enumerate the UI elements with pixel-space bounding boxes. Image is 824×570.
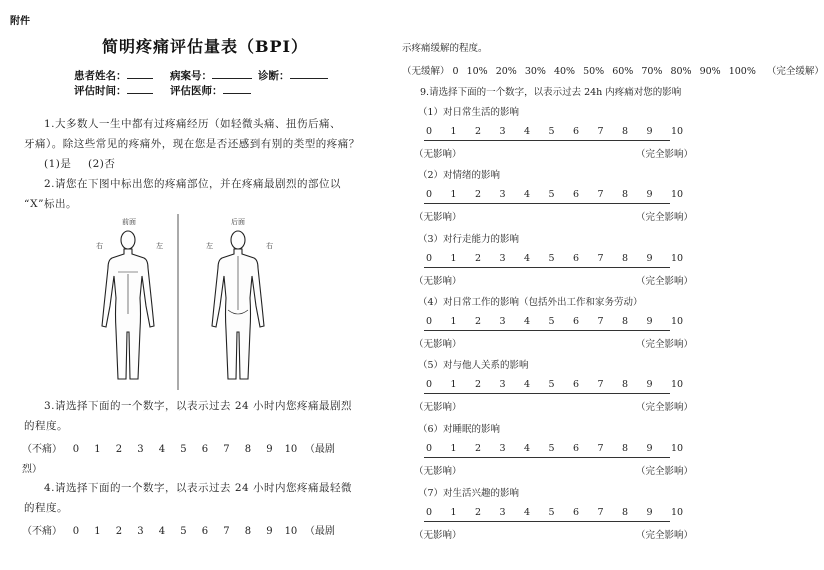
- q9-item-scale-4[interactable]: [426, 316, 696, 327]
- q9-item-label-4: （4）对日常工作的影响（包括外出工作和家务劳动）: [418, 297, 643, 308]
- q1-line2: 牙痛）。除这些常见的疼痛外，现在您是否还感到有别的类型的疼痛？: [24, 138, 360, 150]
- q9-item-no-effect-2: （无影响）: [414, 212, 462, 223]
- scale-number-5[interactable]: 5: [180, 444, 187, 455]
- front-left-label: 左: [156, 242, 163, 250]
- q9-item-1-number-1[interactable]: 1: [450, 126, 457, 137]
- q9-item-1-number-0[interactable]: 0: [426, 126, 433, 137]
- q8-relief-scale[interactable]: [402, 63, 824, 77]
- q9-item-2-number-7[interactable]: 7: [597, 189, 604, 200]
- front-body-outline: [102, 231, 154, 379]
- q9-item-label-2: （2）对情绪的影响: [418, 170, 501, 181]
- q1-line1: 1.大多数人一生中都有过疼痛经历（如轻微头痛、扭伤后痛、: [44, 118, 342, 130]
- q9-item-2-number-10[interactable]: 10: [671, 189, 684, 200]
- q9-item-4-number-10[interactable]: 10: [671, 316, 684, 327]
- q9-item-label-3: （3）对行走能力的影响: [418, 234, 520, 245]
- q9-item-1-number-9[interactable]: 9: [646, 126, 653, 137]
- relief-option-4[interactable]: 40%: [553, 66, 576, 77]
- q9-item-2-number-2[interactable]: 2: [475, 189, 482, 200]
- q4-scale[interactable]: [22, 522, 335, 537]
- q9-item-6-number-1[interactable]: 1: [450, 443, 457, 454]
- page-title: 简明疼痛评估量表（BPI）: [101, 37, 309, 56]
- scale-number-0[interactable]: 0: [72, 526, 80, 537]
- q9-item-2-number-4[interactable]: 4: [524, 189, 531, 200]
- scale-number-9[interactable]: 9: [266, 444, 273, 455]
- q9-item-7-number-5[interactable]: 5: [548, 507, 555, 518]
- q9-item-no-effect-5: （无影响）: [414, 402, 462, 413]
- q9-item-6-number-5[interactable]: 5: [548, 443, 555, 454]
- q9-item-4-number-3[interactable]: 3: [499, 316, 506, 327]
- q9-item-4-number-7[interactable]: 7: [597, 316, 604, 327]
- q8-end: （完全缓解）: [766, 66, 824, 77]
- body-map-figure[interactable]: [88, 214, 328, 390]
- q9-item-1-number-6[interactable]: 6: [573, 126, 580, 137]
- q9-item-6-number-10[interactable]: 10: [671, 443, 684, 454]
- back-right-label: 右: [266, 242, 273, 250]
- scale-number-6[interactable]: 6: [201, 444, 209, 455]
- scale-number-3[interactable]: 3: [137, 526, 144, 537]
- back-body-outline: [212, 231, 264, 379]
- q9-item-scale-1[interactable]: [426, 126, 696, 137]
- q9-item-3-number-9[interactable]: 9: [646, 253, 653, 264]
- q9-item-no-effect-6: （无影响）: [414, 466, 462, 477]
- scale-number-2[interactable]: 2: [115, 526, 123, 537]
- q3-line1: 3.请选择下面的一个数字，以表示过去 24 小时内您疼痛最剧烈: [44, 400, 353, 412]
- body-map-svg: [88, 214, 328, 390]
- scale-number-4[interactable]: 4: [158, 444, 166, 455]
- q8-start: （无缓解）: [402, 66, 450, 77]
- q9-item-2-number-9[interactable]: 9: [646, 189, 653, 200]
- eval-time-label: 评估时间：: [74, 85, 127, 97]
- q9-item-4-number-6[interactable]: 6: [573, 316, 580, 327]
- q4-scale-numbers[interactable]: [65, 526, 302, 537]
- q4-line1: 4.请选择下面的一个数字，以表示过去 24 小时内您疼痛最轻微: [44, 482, 353, 494]
- relief-option-1[interactable]: 10%: [466, 66, 488, 77]
- scale-number-4[interactable]: 4: [158, 526, 166, 537]
- q3-scale[interactable]: [22, 440, 335, 455]
- q9-item-4-number-1[interactable]: 1: [450, 316, 457, 327]
- q9-item-line-4: [424, 330, 670, 331]
- scale-number-3[interactable]: 3: [137, 444, 144, 455]
- scale-number-10[interactable]: 10: [284, 526, 298, 537]
- q3-scale-end2: 烈）: [22, 464, 42, 475]
- q9-item-1-number-7[interactable]: 7: [597, 126, 604, 137]
- q3-scale-end: （最剧: [304, 444, 335, 455]
- scale-number-8[interactable]: 8: [244, 444, 252, 455]
- scale-number-1[interactable]: 1: [94, 444, 101, 455]
- q9-item-line-7: [424, 521, 670, 522]
- q9-item-full-effect-5: （完全影响）: [636, 402, 694, 413]
- relief-option-5[interactable]: 50%: [583, 66, 605, 77]
- q9-item-5-number-10[interactable]: 10: [671, 379, 684, 390]
- q9-item-2-number-1[interactable]: 1: [450, 189, 457, 200]
- scale-number-5[interactable]: 5: [180, 526, 187, 537]
- q9-item-no-effect-4: （无影响）: [414, 339, 462, 350]
- q2-line1: 2.请您在下图中标出您的疼痛部位，并在疼痛最剧烈的部位以: [44, 178, 342, 190]
- record-no-label: 病案号：: [170, 70, 212, 82]
- q9-item-3-number-0[interactable]: 0: [426, 253, 433, 264]
- q9-item-2-number-0[interactable]: 0: [426, 189, 433, 200]
- q9-item-line-3: [424, 267, 670, 268]
- q9-item-6-number-8[interactable]: 8: [622, 443, 629, 454]
- scale-number-7[interactable]: 7: [223, 444, 230, 455]
- q9-item-2-number-3[interactable]: 3: [499, 189, 506, 200]
- q9-item-3-number-6[interactable]: 6: [573, 253, 580, 264]
- q9-item-5-number-7[interactable]: 7: [597, 379, 604, 390]
- q9-item-3-number-3[interactable]: 3: [499, 253, 506, 264]
- scale-number-2[interactable]: 2: [115, 444, 123, 455]
- q9-item-1-number-10[interactable]: 10: [671, 126, 684, 137]
- q9-item-label-5: （5）对与他人关系的影响: [418, 360, 529, 371]
- q9-item-7-number-6[interactable]: 6: [573, 507, 580, 518]
- q8-tail-line: 示疼痛缓解的程度。: [402, 43, 488, 54]
- q9-item-6-number-0[interactable]: 0: [426, 443, 433, 454]
- q9-item-3-number-8[interactable]: 8: [622, 253, 629, 264]
- q9-item-label-1: （1）对日常生活的影响: [418, 107, 520, 118]
- q9-item-4-number-5[interactable]: 5: [548, 316, 555, 327]
- q9-item-7-number-8[interactable]: 8: [622, 507, 629, 518]
- front-label: 前面: [122, 218, 136, 226]
- q3-scale-numbers[interactable]: [65, 444, 302, 455]
- back-left-label: 左: [206, 242, 213, 250]
- q8-percent-options[interactable]: [453, 66, 764, 77]
- q9-item-5-number-6[interactable]: 6: [573, 379, 580, 390]
- q1-option-no[interactable]: (2)否: [88, 158, 116, 170]
- relief-option-6[interactable]: 60%: [612, 66, 634, 77]
- q9-item-2-number-5[interactable]: 5: [548, 189, 555, 200]
- q9-item-7-number-9[interactable]: 9: [646, 507, 653, 518]
- record-no-field[interactable]: [170, 68, 252, 83]
- patient-name-label: 患者姓名：: [74, 70, 127, 82]
- relief-option-8[interactable]: 80%: [670, 66, 692, 77]
- q9-item-full-effect-3: （完全影响）: [636, 276, 694, 287]
- q9-item-7-number-1[interactable]: 1: [450, 507, 457, 518]
- q9-item-3-number-4[interactable]: 4: [524, 253, 531, 264]
- q9-item-full-effect-2: （完全影响）: [636, 212, 694, 223]
- q9-item-label-6: （6）对睡眠的影响: [418, 424, 501, 435]
- eval-time-field[interactable]: [74, 83, 153, 98]
- relief-option-0[interactable]: 0: [452, 66, 459, 77]
- q2-line2: “X”标出。: [24, 198, 78, 210]
- q9-item-5-number-5[interactable]: 5: [548, 379, 555, 390]
- diagnosis-field[interactable]: [258, 68, 328, 83]
- back-label: 后面: [231, 218, 245, 226]
- scale-number-10[interactable]: 10: [284, 444, 298, 455]
- relief-option-7[interactable]: 70%: [641, 66, 663, 77]
- q9-item-line-1: [424, 140, 670, 141]
- q9-item-scale-5[interactable]: [426, 379, 696, 390]
- q9-item-4-number-2[interactable]: 2: [475, 316, 482, 327]
- q9-item-7-number-7[interactable]: 7: [597, 507, 604, 518]
- scale-number-9[interactable]: 9: [266, 526, 273, 537]
- q9-item-1-number-5[interactable]: 5: [548, 126, 555, 137]
- q9-title: 9.请选择下面的一个数字，以表示过去 24h 内疼痛对您的影响: [420, 87, 682, 98]
- q9-item-3-number-2[interactable]: 2: [475, 253, 482, 264]
- q9-item-full-effect-1: （完全影响）: [636, 149, 694, 160]
- q9-item-2-number-6[interactable]: 6: [573, 189, 580, 200]
- eval-doctor-field[interactable]: [170, 83, 251, 98]
- q9-item-1-number-4[interactable]: 4: [524, 126, 531, 137]
- q9-item-7-number-0[interactable]: 0: [426, 507, 433, 518]
- diagnosis-label: 诊断：: [258, 70, 290, 82]
- q9-item-scale-7[interactable]: [426, 507, 696, 518]
- q3-line2: 的程度。: [24, 420, 68, 432]
- relief-option-10[interactable]: 100%: [728, 66, 756, 77]
- q9-item-1-number-3[interactable]: 3: [499, 126, 506, 137]
- q9-item-5-number-2[interactable]: 2: [475, 379, 482, 390]
- q9-item-6-number-6[interactable]: 6: [573, 443, 580, 454]
- q3-scale-start: （不痛）: [22, 444, 62, 455]
- relief-option-2[interactable]: 20%: [495, 66, 517, 77]
- q9-item-line-2: [424, 203, 670, 204]
- q9-item-3-number-5[interactable]: 5: [548, 253, 555, 264]
- scale-number-8[interactable]: 8: [244, 526, 252, 537]
- q9-item-full-effect-6: （完全影响）: [636, 466, 694, 477]
- q9-item-7-number-10[interactable]: 10: [671, 507, 684, 518]
- relief-option-9[interactable]: 90%: [699, 66, 721, 77]
- q9-item-scale-3[interactable]: [426, 253, 696, 264]
- q9-item-6-number-7[interactable]: 7: [597, 443, 604, 454]
- q9-item-6-number-4[interactable]: 4: [524, 443, 531, 454]
- q9-item-5-number-3[interactable]: 3: [499, 379, 506, 390]
- q9-item-6-number-3[interactable]: 3: [499, 443, 506, 454]
- q9-item-line-5: [424, 393, 670, 394]
- scale-number-7[interactable]: 7: [223, 526, 230, 537]
- eval-doctor-label: 评估医师：: [170, 85, 223, 97]
- q9-item-2-number-8[interactable]: 8: [622, 189, 629, 200]
- q4-line2: 的程度。: [24, 502, 68, 514]
- front-right-label: 右: [96, 242, 103, 250]
- q9-item-full-effect-7: （完全影响）: [636, 530, 694, 541]
- q1-option-yes[interactable]: (1)是: [44, 158, 72, 170]
- q9-item-7-number-2[interactable]: 2: [475, 507, 482, 518]
- q4-scale-start: （不痛）: [22, 526, 62, 537]
- q4-scale-end: （最剧: [304, 526, 335, 537]
- attachment-label: 附件: [10, 16, 30, 27]
- relief-option-3[interactable]: 30%: [524, 66, 546, 77]
- q9-item-7-number-4[interactable]: 4: [524, 507, 531, 518]
- q9-item-3-number-1[interactable]: 1: [450, 253, 457, 264]
- q9-item-label-7: （7）对生活兴趣的影响: [418, 488, 520, 499]
- q9-item-no-effect-3: （无影响）: [414, 276, 462, 287]
- scale-number-1[interactable]: 1: [94, 526, 101, 537]
- q9-item-full-effect-4: （完全影响）: [636, 339, 694, 350]
- q9-item-4-number-4[interactable]: 4: [524, 316, 531, 327]
- q9-item-4-number-8[interactable]: 8: [622, 316, 629, 327]
- q9-item-5-number-0[interactable]: 0: [426, 379, 433, 390]
- q9-item-1-number-2[interactable]: 2: [475, 126, 482, 137]
- scale-number-6[interactable]: 6: [201, 526, 209, 537]
- q9-item-no-effect-7: （无影响）: [414, 530, 462, 541]
- q9-item-6-number-9[interactable]: 9: [646, 443, 653, 454]
- q9-item-1-number-8[interactable]: 8: [622, 126, 629, 137]
- q9-item-no-effect-1: （无影响）: [414, 149, 462, 160]
- q9-item-3-number-7[interactable]: 7: [597, 253, 604, 264]
- q9-item-5-number-9[interactable]: 9: [646, 379, 653, 390]
- patient-name-field[interactable]: [74, 68, 153, 83]
- q9-item-5-number-1[interactable]: 1: [450, 379, 457, 390]
- scale-number-0[interactable]: 0: [72, 444, 80, 455]
- q9-item-3-number-10[interactable]: 10: [671, 253, 684, 264]
- q9-item-4-number-9[interactable]: 9: [646, 316, 653, 327]
- q9-item-scale-6[interactable]: [426, 443, 696, 454]
- q9-item-line-6: [424, 457, 670, 458]
- q9-item-5-number-8[interactable]: 8: [622, 379, 629, 390]
- q9-item-7-number-3[interactable]: 3: [499, 507, 506, 518]
- q9-item-4-number-0[interactable]: 0: [426, 316, 433, 327]
- q9-item-6-number-2[interactable]: 2: [475, 443, 482, 454]
- q9-item-5-number-4[interactable]: 4: [524, 379, 531, 390]
- q9-item-scale-2[interactable]: [426, 189, 696, 200]
